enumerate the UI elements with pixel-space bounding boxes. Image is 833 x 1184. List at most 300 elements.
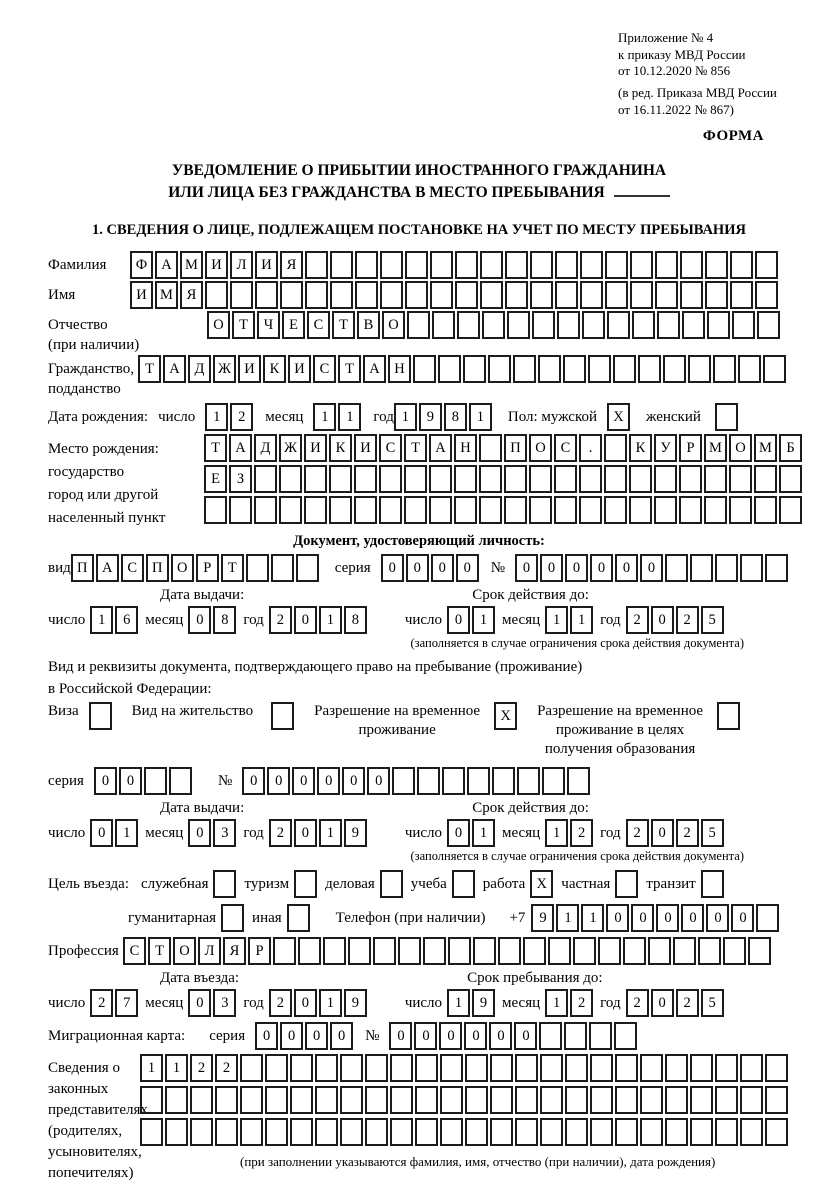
identity-expiry-month-cell[interactable]: 1 [545, 606, 568, 634]
identity-issue-year-cell[interactable]: 8 [344, 606, 367, 634]
residence-number-cell[interactable] [492, 767, 515, 795]
residence-issue-month-cell[interactable]: 3 [213, 819, 236, 847]
citizenship-cell[interactable] [413, 355, 436, 383]
representatives-cells-row2-cell[interactable] [465, 1086, 488, 1114]
sex-male-cell[interactable]: X [607, 403, 630, 431]
citizenship-cell[interactable] [663, 355, 686, 383]
citizenship-cell[interactable] [763, 355, 786, 383]
citizenship-cell[interactable]: И [238, 355, 261, 383]
residence-number-cell[interactable] [567, 767, 590, 795]
doc-number-cell[interactable] [715, 554, 738, 582]
representatives-cells-row1-cell[interactable] [665, 1054, 688, 1082]
representatives-cells-row2-cell[interactable] [140, 1086, 163, 1114]
doc-kind-cell[interactable]: Т [221, 554, 244, 582]
representatives-cells-row1-cell[interactable]: 1 [140, 1054, 163, 1082]
birth-place-cells-row1-cell[interactable]: Б [779, 434, 802, 462]
citizenship-cell[interactable] [613, 355, 636, 383]
patronymic-cell[interactable]: О [382, 311, 405, 339]
stay-until-month-cell[interactable]: 2 [570, 989, 593, 1017]
identity-expiry-month-cell[interactable]: 1 [570, 606, 593, 634]
residence-issue-year-cell[interactable]: 2 [269, 819, 292, 847]
birth-day-cell[interactable]: 2 [230, 403, 253, 431]
firstname-cell[interactable] [305, 281, 328, 309]
migration-number-cell[interactable] [589, 1022, 612, 1050]
profession-cell[interactable] [323, 937, 346, 965]
residence-expiry-day-cell[interactable]: 0 [447, 819, 470, 847]
firstname-cell[interactable]: М [155, 281, 178, 309]
phone-cell[interactable]: 1 [581, 904, 604, 932]
representatives-cells-row1-cell[interactable] [715, 1054, 738, 1082]
residence-issue-month-cell[interactable]: 0 [188, 819, 211, 847]
doc-kind-cell[interactable]: О [171, 554, 194, 582]
identity-expiry-year-cell[interactable]: 2 [676, 606, 699, 634]
birth-day-cell[interactable]: 1 [205, 403, 228, 431]
migration-series-cell[interactable]: 0 [330, 1022, 353, 1050]
residence-series-cell[interactable] [144, 767, 167, 795]
doc-kind-cell[interactable] [296, 554, 319, 582]
migration-number-cell[interactable]: 0 [464, 1022, 487, 1050]
doc-kind-cell[interactable]: П [71, 554, 94, 582]
representatives-cells-row3-cell[interactable] [390, 1118, 413, 1146]
representatives-cells-row1-cell[interactable] [765, 1054, 788, 1082]
representatives-cells-row3-cell[interactable] [565, 1118, 588, 1146]
doc-kind-cell[interactable] [271, 554, 294, 582]
residence-issue-day-cell[interactable]: 1 [115, 819, 138, 847]
temp-residence-cell[interactable]: X [494, 702, 517, 730]
representatives-cells-row2-cell[interactable] [415, 1086, 438, 1114]
firstname-cell[interactable] [455, 281, 478, 309]
representatives-cells-row3-cell[interactable] [240, 1118, 263, 1146]
representatives-cells-row3-cell[interactable] [665, 1118, 688, 1146]
birth-place-cells-row1-cell[interactable]: Т [204, 434, 227, 462]
purpose-transit-cell[interactable] [701, 870, 724, 898]
representatives-cells-row1-cell[interactable] [315, 1054, 338, 1082]
citizenship-cell[interactable] [713, 355, 736, 383]
representatives-cells-row2-cell[interactable] [690, 1086, 713, 1114]
citizenship-cell[interactable]: К [263, 355, 286, 383]
birth-place-cells-row1-cell[interactable]: С [554, 434, 577, 462]
profession-cell[interactable] [448, 937, 471, 965]
representatives-cells-row3-cell[interactable] [740, 1118, 763, 1146]
arrival-year-cell[interactable]: 2 [269, 989, 292, 1017]
profession-cell[interactable]: Л [198, 937, 221, 965]
phone-cell[interactable]: 0 [606, 904, 629, 932]
residence-number-cell[interactable]: 0 [292, 767, 315, 795]
representatives-cells-row2-cell[interactable] [565, 1086, 588, 1114]
surname-cell[interactable] [380, 251, 403, 279]
profession-cell[interactable] [273, 937, 296, 965]
birth-place-cells-row3-cell[interactable] [554, 496, 577, 524]
birth-place-cells-row3-cell[interactable] [304, 496, 327, 524]
birth-place-cells-row3-cell[interactable] [229, 496, 252, 524]
firstname-cell[interactable] [355, 281, 378, 309]
profession-cell[interactable] [748, 937, 771, 965]
firstname-cell[interactable]: И [130, 281, 153, 309]
surname-cell[interactable] [305, 251, 328, 279]
representatives-cells-row2-cell[interactable] [365, 1086, 388, 1114]
arrival-day-cell[interactable]: 7 [115, 989, 138, 1017]
citizenship-cell[interactable] [438, 355, 461, 383]
firstname-cell[interactable] [330, 281, 353, 309]
representatives-cells-row3-cell[interactable] [315, 1118, 338, 1146]
migration-series-cell[interactable]: 0 [280, 1022, 303, 1050]
profession-cell[interactable] [423, 937, 446, 965]
representatives-cells-row1-cell[interactable] [690, 1054, 713, 1082]
surname-cell[interactable] [330, 251, 353, 279]
surname-cell[interactable] [555, 251, 578, 279]
birth-place-cells-row2-cell[interactable] [429, 465, 452, 493]
representatives-cells-row2-cell[interactable] [340, 1086, 363, 1114]
arrival-day-cell[interactable]: 2 [90, 989, 113, 1017]
patronymic-cell[interactable] [657, 311, 680, 339]
profession-cell[interactable]: О [173, 937, 196, 965]
patronymic-cell[interactable] [607, 311, 630, 339]
residence-series-cell[interactable]: 0 [94, 767, 117, 795]
surname-cell[interactable] [605, 251, 628, 279]
birth-place-cells-row3-cell[interactable] [479, 496, 502, 524]
birth-year-cell[interactable]: 1 [469, 403, 492, 431]
identity-expiry-day-cell[interactable]: 0 [447, 606, 470, 634]
phone-cell[interactable]: 0 [681, 904, 704, 932]
surname-cell[interactable] [530, 251, 553, 279]
identity-issue-day-cell[interactable]: 1 [90, 606, 113, 634]
firstname-cell[interactable] [605, 281, 628, 309]
residence-permit-cell[interactable] [271, 702, 294, 730]
surname-cell[interactable]: И [205, 251, 228, 279]
representatives-cells-row3-cell[interactable] [140, 1118, 163, 1146]
representatives-cells-row2-cell[interactable] [440, 1086, 463, 1114]
birth-place-cells-row2-cell[interactable] [729, 465, 752, 493]
residence-issue-year-cell[interactable]: 1 [319, 819, 342, 847]
stay-until-year-cell[interactable]: 5 [701, 989, 724, 1017]
birth-place-cells-row3-cell[interactable] [454, 496, 477, 524]
patronymic-cell[interactable] [757, 311, 780, 339]
birth-month-cell[interactable]: 1 [313, 403, 336, 431]
birth-place-cells-row2-cell[interactable] [329, 465, 352, 493]
representatives-cells-row3-cell[interactable] [715, 1118, 738, 1146]
identity-expiry-day-cell[interactable]: 1 [472, 606, 495, 634]
representatives-cells-row1-cell[interactable] [290, 1054, 313, 1082]
representatives-cells-row2-cell[interactable] [515, 1086, 538, 1114]
patronymic-cell[interactable] [482, 311, 505, 339]
birth-place-cells-row3-cell[interactable] [779, 496, 802, 524]
citizenship-cell[interactable] [588, 355, 611, 383]
representatives-cells-row2-cell[interactable] [265, 1086, 288, 1114]
surname-cell[interactable]: Я [280, 251, 303, 279]
firstname-cell[interactable] [430, 281, 453, 309]
representatives-cells-row2-cell[interactable] [215, 1086, 238, 1114]
patronymic-cell[interactable] [557, 311, 580, 339]
residence-expiry-day-cell[interactable]: 1 [472, 819, 495, 847]
doc-number-cell[interactable]: 0 [540, 554, 563, 582]
stay-until-year-cell[interactable]: 2 [626, 989, 649, 1017]
representatives-cells-row1-cell[interactable] [515, 1054, 538, 1082]
representatives-cells-row1-cell[interactable] [565, 1054, 588, 1082]
representatives-cells-row1-cell[interactable] [740, 1054, 763, 1082]
stay-until-year-cell[interactable]: 0 [651, 989, 674, 1017]
birth-place-cells-row2-cell[interactable] [604, 465, 627, 493]
birth-place-cells-row3-cell[interactable] [429, 496, 452, 524]
surname-cell[interactable] [405, 251, 428, 279]
identity-issue-year-cell[interactable]: 1 [319, 606, 342, 634]
birth-place-cells-row1-cell[interactable]: О [729, 434, 752, 462]
residence-expiry-year-cell[interactable]: 0 [651, 819, 674, 847]
representatives-cells-row1-cell[interactable]: 2 [215, 1054, 238, 1082]
firstname-cell[interactable] [280, 281, 303, 309]
purpose-private-cell[interactable] [615, 870, 638, 898]
residence-expiry-month-cell[interactable]: 2 [570, 819, 593, 847]
profession-cell[interactable] [598, 937, 621, 965]
arrival-year-cell[interactable]: 0 [294, 989, 317, 1017]
phone-cell[interactable]: 0 [631, 904, 654, 932]
identity-issue-day-cell[interactable]: 6 [115, 606, 138, 634]
birth-place-cells-row1-cell[interactable]: О [529, 434, 552, 462]
representatives-cells-row1-cell[interactable] [590, 1054, 613, 1082]
citizenship-cell[interactable]: Т [138, 355, 161, 383]
representatives-cells-row2-cell[interactable] [665, 1086, 688, 1114]
citizenship-cell[interactable]: Ж [213, 355, 236, 383]
citizenship-cell[interactable]: Н [388, 355, 411, 383]
representatives-cells-row3-cell[interactable] [765, 1118, 788, 1146]
profession-cell[interactable] [648, 937, 671, 965]
representatives-cells-row2-cell[interactable] [715, 1086, 738, 1114]
birth-year-cell[interactable]: 9 [419, 403, 442, 431]
migration-number-cell[interactable]: 0 [514, 1022, 537, 1050]
arrival-year-cell[interactable]: 9 [344, 989, 367, 1017]
birth-place-cells-row2-cell[interactable] [279, 465, 302, 493]
stay-until-day-cell[interactable]: 1 [447, 989, 470, 1017]
birth-place-cells-row2-cell[interactable]: З [229, 465, 252, 493]
arrival-month-cell[interactable]: 0 [188, 989, 211, 1017]
birth-place-cells-row3-cell[interactable] [404, 496, 427, 524]
firstname-cell[interactable] [530, 281, 553, 309]
firstname-cell[interactable] [505, 281, 528, 309]
identity-issue-month-cell[interactable]: 8 [213, 606, 236, 634]
birth-place-cells-row1-cell[interactable]: А [229, 434, 252, 462]
surname-cell[interactable]: Ф [130, 251, 153, 279]
identity-issue-month-cell[interactable]: 0 [188, 606, 211, 634]
representatives-cells-row1-cell[interactable] [415, 1054, 438, 1082]
birth-year-cell[interactable]: 8 [444, 403, 467, 431]
birth-place-cells-row1-cell[interactable]: К [629, 434, 652, 462]
birth-place-cells-row2-cell[interactable] [454, 465, 477, 493]
birth-place-cells-row3-cell[interactable] [704, 496, 727, 524]
birth-place-cells-row2-cell[interactable] [579, 465, 602, 493]
citizenship-cell[interactable] [538, 355, 561, 383]
residence-issue-day-cell[interactable]: 0 [90, 819, 113, 847]
profession-cell[interactable] [348, 937, 371, 965]
residence-series-cell[interactable] [169, 767, 192, 795]
representatives-cells-row2-cell[interactable] [240, 1086, 263, 1114]
representatives-cells-row2-cell[interactable] [615, 1086, 638, 1114]
firstname-cell[interactable] [730, 281, 753, 309]
temp-residence-education-cell[interactable] [717, 702, 740, 730]
migration-number-cell[interactable]: 0 [389, 1022, 412, 1050]
profession-cell[interactable] [723, 937, 746, 965]
citizenship-cell[interactable] [738, 355, 761, 383]
surname-cell[interactable] [730, 251, 753, 279]
representatives-cells-row3-cell[interactable] [190, 1118, 213, 1146]
representatives-cells-row3-cell[interactable] [415, 1118, 438, 1146]
migration-number-cell[interactable]: 0 [489, 1022, 512, 1050]
birth-year-cell[interactable]: 1 [394, 403, 417, 431]
surname-cell[interactable]: И [255, 251, 278, 279]
profession-cell[interactable] [573, 937, 596, 965]
residence-expiry-year-cell[interactable]: 2 [676, 819, 699, 847]
surname-cell[interactable] [755, 251, 778, 279]
surname-cell[interactable] [505, 251, 528, 279]
representatives-cells-row2-cell[interactable] [165, 1086, 188, 1114]
birth-place-cells-row2-cell[interactable] [479, 465, 502, 493]
birth-month-cell[interactable]: 1 [338, 403, 361, 431]
citizenship-cell[interactable]: С [313, 355, 336, 383]
representatives-cells-row3-cell[interactable] [165, 1118, 188, 1146]
representatives-cells-row1-cell[interactable] [490, 1054, 513, 1082]
identity-expiry-year-cell[interactable]: 5 [701, 606, 724, 634]
birth-place-cells-row2-cell[interactable] [304, 465, 327, 493]
doc-kind-cell[interactable]: А [96, 554, 119, 582]
representatives-cells-row3-cell[interactable] [440, 1118, 463, 1146]
firstname-cell[interactable] [580, 281, 603, 309]
representatives-cells-row1-cell[interactable] [465, 1054, 488, 1082]
sex-female-cell[interactable] [715, 403, 738, 431]
doc-number-cell[interactable]: 0 [640, 554, 663, 582]
profession-cell[interactable]: С [123, 937, 146, 965]
purpose-other-cell[interactable] [287, 904, 310, 932]
doc-kind-cell[interactable]: С [121, 554, 144, 582]
citizenship-cell[interactable] [463, 355, 486, 383]
phone-cell[interactable]: 0 [731, 904, 754, 932]
residence-number-cell[interactable]: 0 [367, 767, 390, 795]
birth-place-cells-row1-cell[interactable]: К [329, 434, 352, 462]
birth-place-cells-row3-cell[interactable] [654, 496, 677, 524]
representatives-cells-row2-cell[interactable] [290, 1086, 313, 1114]
representatives-cells-row1-cell[interactable] [265, 1054, 288, 1082]
birth-place-cells-row3-cell[interactable] [279, 496, 302, 524]
citizenship-cell[interactable] [563, 355, 586, 383]
doc-series-cell[interactable]: 0 [381, 554, 404, 582]
purpose-humanitarian-cell[interactable] [221, 904, 244, 932]
birth-place-cells-row1-cell[interactable]: С [379, 434, 402, 462]
surname-cell[interactable]: М [180, 251, 203, 279]
surname-cell[interactable] [705, 251, 728, 279]
doc-number-cell[interactable]: 0 [515, 554, 538, 582]
representatives-cells-row1-cell[interactable]: 2 [190, 1054, 213, 1082]
birth-place-cells-row2-cell[interactable] [404, 465, 427, 493]
purpose-work-cell[interactable]: X [530, 870, 553, 898]
residence-number-cell[interactable] [392, 767, 415, 795]
doc-series-cell[interactable]: 0 [456, 554, 479, 582]
birth-place-cells-row3-cell[interactable] [354, 496, 377, 524]
representatives-cells-row1-cell[interactable] [540, 1054, 563, 1082]
doc-number-cell[interactable]: 0 [590, 554, 613, 582]
visa-cell[interactable] [89, 702, 112, 730]
surname-cell[interactable] [480, 251, 503, 279]
representatives-cells-row1-cell[interactable] [640, 1054, 663, 1082]
residence-number-cell[interactable]: 0 [242, 767, 265, 795]
residence-expiry-year-cell[interactable]: 5 [701, 819, 724, 847]
birth-place-cells-row2-cell[interactable] [254, 465, 277, 493]
birth-place-cells-row1-cell[interactable]: . [579, 434, 602, 462]
birth-place-cells-row3-cell[interactable] [529, 496, 552, 524]
identity-expiry-year-cell[interactable]: 0 [651, 606, 674, 634]
citizenship-cell[interactable] [638, 355, 661, 383]
residence-number-cell[interactable]: 0 [342, 767, 365, 795]
doc-kind-cell[interactable] [246, 554, 269, 582]
residence-number-cell[interactable] [417, 767, 440, 795]
firstname-cell[interactable] [705, 281, 728, 309]
representatives-cells-row3-cell[interactable] [490, 1118, 513, 1146]
doc-series-cell[interactable]: 0 [431, 554, 454, 582]
representatives-cells-row3-cell[interactable] [690, 1118, 713, 1146]
firstname-cell[interactable] [630, 281, 653, 309]
doc-number-cell[interactable]: 0 [615, 554, 638, 582]
representatives-cells-row2-cell[interactable] [540, 1086, 563, 1114]
stay-until-year-cell[interactable]: 2 [676, 989, 699, 1017]
doc-number-cell[interactable] [690, 554, 713, 582]
representatives-cells-row3-cell[interactable] [265, 1118, 288, 1146]
birth-place-cells-row3-cell[interactable] [754, 496, 777, 524]
surname-cell[interactable] [580, 251, 603, 279]
patronymic-cell[interactable]: Т [232, 311, 255, 339]
doc-number-cell[interactable] [740, 554, 763, 582]
purpose-business-cell[interactable] [380, 870, 403, 898]
representatives-cells-row3-cell[interactable] [290, 1118, 313, 1146]
birth-place-cells-row2-cell[interactable] [354, 465, 377, 493]
patronymic-cell[interactable] [407, 311, 430, 339]
profession-cell[interactable]: Я [223, 937, 246, 965]
patronymic-cell[interactable] [532, 311, 555, 339]
patronymic-cell[interactable] [707, 311, 730, 339]
profession-cell[interactable] [623, 937, 646, 965]
birth-place-cells-row2-cell[interactable] [654, 465, 677, 493]
birth-place-cells-row2-cell[interactable] [629, 465, 652, 493]
birth-place-cells-row3-cell[interactable] [204, 496, 227, 524]
residence-number-cell[interactable]: 0 [317, 767, 340, 795]
patronymic-cell[interactable] [457, 311, 480, 339]
purpose-official-cell[interactable] [213, 870, 236, 898]
firstname-cell[interactable] [655, 281, 678, 309]
migration-series-cell[interactable]: 0 [255, 1022, 278, 1050]
migration-number-cell[interactable] [564, 1022, 587, 1050]
firstname-cell[interactable] [680, 281, 703, 309]
birth-place-cells-row3-cell[interactable] [629, 496, 652, 524]
birth-place-cells-row2-cell[interactable]: Е [204, 465, 227, 493]
firstname-cell[interactable] [405, 281, 428, 309]
patronymic-cell[interactable]: Т [332, 311, 355, 339]
citizenship-cell[interactable] [513, 355, 536, 383]
identity-issue-year-cell[interactable]: 0 [294, 606, 317, 634]
birth-place-cells-row2-cell[interactable] [754, 465, 777, 493]
birth-place-cells-row3-cell[interactable] [679, 496, 702, 524]
representatives-cells-row1-cell[interactable]: 1 [165, 1054, 188, 1082]
birth-place-cells-row3-cell[interactable] [579, 496, 602, 524]
patronymic-cell[interactable]: Е [282, 311, 305, 339]
birth-place-cells-row2-cell[interactable] [379, 465, 402, 493]
birth-place-cells-row1-cell[interactable]: У [654, 434, 677, 462]
representatives-cells-row3-cell[interactable] [215, 1118, 238, 1146]
representatives-cells-row2-cell[interactable] [390, 1086, 413, 1114]
surname-cell[interactable]: Л [230, 251, 253, 279]
stay-until-day-cell[interactable]: 9 [472, 989, 495, 1017]
residence-issue-year-cell[interactable]: 9 [344, 819, 367, 847]
residence-number-cell[interactable] [442, 767, 465, 795]
birth-place-cells-row2-cell[interactable] [554, 465, 577, 493]
residence-series-cell[interactable]: 0 [119, 767, 142, 795]
profession-cell[interactable] [373, 937, 396, 965]
birth-place-cells-row1-cell[interactable] [604, 434, 627, 462]
surname-cell[interactable] [430, 251, 453, 279]
